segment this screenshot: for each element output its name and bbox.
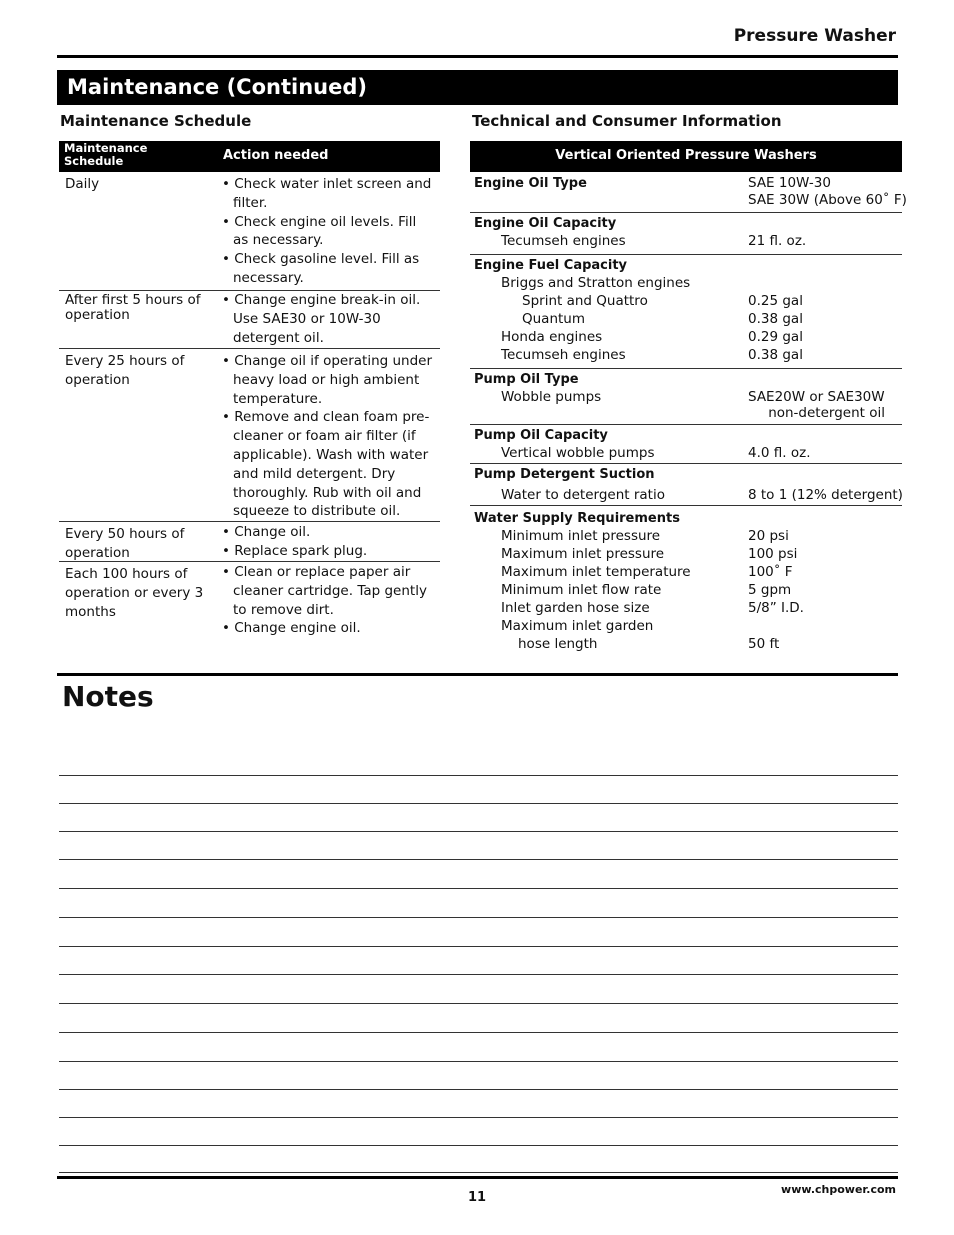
engine-oil-capacity-section xyxy=(470,213,902,255)
note-line xyxy=(59,917,898,918)
max-temp-value: 100˚ F xyxy=(748,564,793,580)
detergent-ratio-value: 8 to 1 (12% detergent) xyxy=(748,487,903,503)
notes-heading: Notes xyxy=(62,680,154,713)
schedule-cell: Every 25 hours of operation xyxy=(65,353,185,388)
hose-length-value: 50 ft xyxy=(748,636,780,652)
briggs-label: Briggs and Stratton engines xyxy=(501,275,691,291)
engine-fuel-capacity-section xyxy=(470,255,902,369)
hose-length-label: hose length xyxy=(518,636,598,652)
engine-oil-type-value: SAE 10W-30 xyxy=(748,175,831,191)
note-line xyxy=(59,859,898,860)
pump-detergent-section xyxy=(470,464,902,506)
note-line xyxy=(59,888,898,889)
engine-oil-capacity-value: 21 fl. oz. xyxy=(748,233,807,249)
honda-value: 0.29 gal xyxy=(748,329,803,345)
min-pressure-label: Minimum inlet pressure xyxy=(501,528,661,544)
note-line xyxy=(59,946,898,947)
sprint-value: 0.25 gal xyxy=(748,293,803,309)
schedule-cell: Each 100 hours of operation or every 3 months xyxy=(65,566,204,620)
quantum-value: 0.38 gal xyxy=(748,311,803,327)
notes-divider xyxy=(57,673,898,676)
maintenance-table xyxy=(59,141,440,642)
technical-info-heading: Technical and Consumer Information xyxy=(472,112,782,130)
note-line xyxy=(59,1032,898,1033)
max-pressure-label: Maximum inlet pressure xyxy=(501,546,665,562)
action-item: • Change oil. xyxy=(222,524,311,540)
maintenance-table-header xyxy=(59,141,440,172)
note-line xyxy=(59,775,898,776)
min-flow-label: Minimum inlet flow rate xyxy=(501,582,662,598)
quantum-label: Quantum xyxy=(522,311,586,327)
pump-oil-type-title: Pump Oil Type xyxy=(474,372,579,387)
pump-oil-capacity-title: Pump Oil Capacity xyxy=(474,428,608,443)
note-line xyxy=(59,1003,898,1004)
hose-size-label: Inlet garden hose size xyxy=(501,600,650,616)
engine-label: Tecumseh engines xyxy=(501,233,626,249)
technical-table-header: Vertical Oriented Pressure Washers xyxy=(470,141,902,172)
engine-oil-type-title: Engine Oil Type xyxy=(474,176,587,191)
vertical-wobble-label: Vertical wobble pumps xyxy=(501,445,655,461)
table-row xyxy=(59,522,440,562)
max-temp-label: Maximum inlet temperature xyxy=(501,564,691,580)
pump-oil-type-value: SAE20W or SAE30W xyxy=(748,389,885,405)
tecumseh-value: 0.38 gal xyxy=(748,347,803,363)
action-item: • Clean or replace paper air cleaner cartridge. Tap gently to remove dirt. xyxy=(222,564,427,618)
pump-oil-type-section xyxy=(470,369,902,425)
schedule-cell: Every 50 hours of operation xyxy=(65,526,185,561)
note-line xyxy=(59,1145,898,1146)
footer-divider xyxy=(57,1176,898,1179)
technical-table xyxy=(470,141,907,660)
top-divider xyxy=(57,55,898,58)
note-line xyxy=(59,831,898,832)
note-line xyxy=(59,1172,898,1173)
action-item: • Remove and clean foam pre-cleaner or foam air filter (if applicable). Wash with water and mild detergent. Dry thoroughly. Rub with oil and squeeze to distribute oil. xyxy=(222,409,430,520)
engine-fuel-capacity-title: Engine Fuel Capacity xyxy=(474,258,628,273)
schedule-cell: After first 5 hours of operation xyxy=(65,292,201,323)
engine-oil-type-section xyxy=(470,172,907,213)
engine-oil-capacity-title: Engine Oil Capacity xyxy=(474,216,617,231)
maintenance-schedule-heading: Maintenance Schedule xyxy=(60,112,252,130)
pump-detergent-title: Pump Detergent Suction xyxy=(474,467,655,482)
col-action-header: Action needed xyxy=(223,148,329,163)
max-garden-label: Maximum inlet garden xyxy=(501,618,654,634)
wobble-pumps-label: Wobble pumps xyxy=(501,389,602,405)
col-schedule-header: Maintenance Schedule xyxy=(64,141,148,168)
water-supply-title: Water Supply Requirements xyxy=(474,511,680,526)
action-item: • Change engine break-in oil. Use SAE30 or 10W-30 detergent oil. xyxy=(222,292,421,346)
section-banner: Maintenance (Continued) xyxy=(57,70,898,105)
note-line xyxy=(59,1061,898,1062)
sprint-label: Sprint and Quattro xyxy=(522,293,648,309)
table-row xyxy=(59,172,440,291)
product-title: Pressure Washer xyxy=(733,26,896,46)
pump-oil-capacity-value: 4.0 fl. oz. xyxy=(748,445,811,461)
min-flow-value: 5 gpm xyxy=(748,582,792,598)
water-supply-section xyxy=(470,506,902,660)
pump-oil-type-value-alt: non-detergent oil xyxy=(768,405,885,421)
action-item: • Change oil if operating under heavy load or high ambient temperature. xyxy=(222,353,433,407)
table-row xyxy=(59,562,440,642)
note-line xyxy=(59,1089,898,1090)
schedule-cell: Daily xyxy=(65,176,100,192)
website-url: www.chpower.com xyxy=(781,1183,896,1196)
pump-oil-capacity-section xyxy=(470,425,902,464)
table-row xyxy=(59,349,440,522)
action-item: • Replace spark plug. xyxy=(222,542,368,559)
note-line xyxy=(59,803,898,804)
action-item: • Check gasoline level. Fill as necessary. xyxy=(222,251,420,286)
page-number: 11 xyxy=(467,1190,487,1205)
action-item: • Check water inlet screen and filter. xyxy=(222,176,432,211)
honda-label: Honda engines xyxy=(501,329,603,345)
engine-oil-type-value-alt: SAE 30W (Above 60˚ F) xyxy=(748,192,907,208)
note-line xyxy=(59,974,898,975)
min-pressure-value: 20 psi xyxy=(748,528,789,544)
detergent-ratio-label: Water to detergent ratio xyxy=(501,487,665,503)
hose-size-value: 5/8” I.D. xyxy=(748,600,804,616)
action-item: • Check engine oil levels. Fill as necessary. xyxy=(222,213,417,249)
table-row xyxy=(59,291,440,349)
action-item: • Change engine oil. xyxy=(222,620,361,637)
tecumseh-label: Tecumseh engines xyxy=(501,347,626,363)
max-pressure-value: 100 psi xyxy=(748,546,798,562)
note-line xyxy=(59,1117,898,1118)
